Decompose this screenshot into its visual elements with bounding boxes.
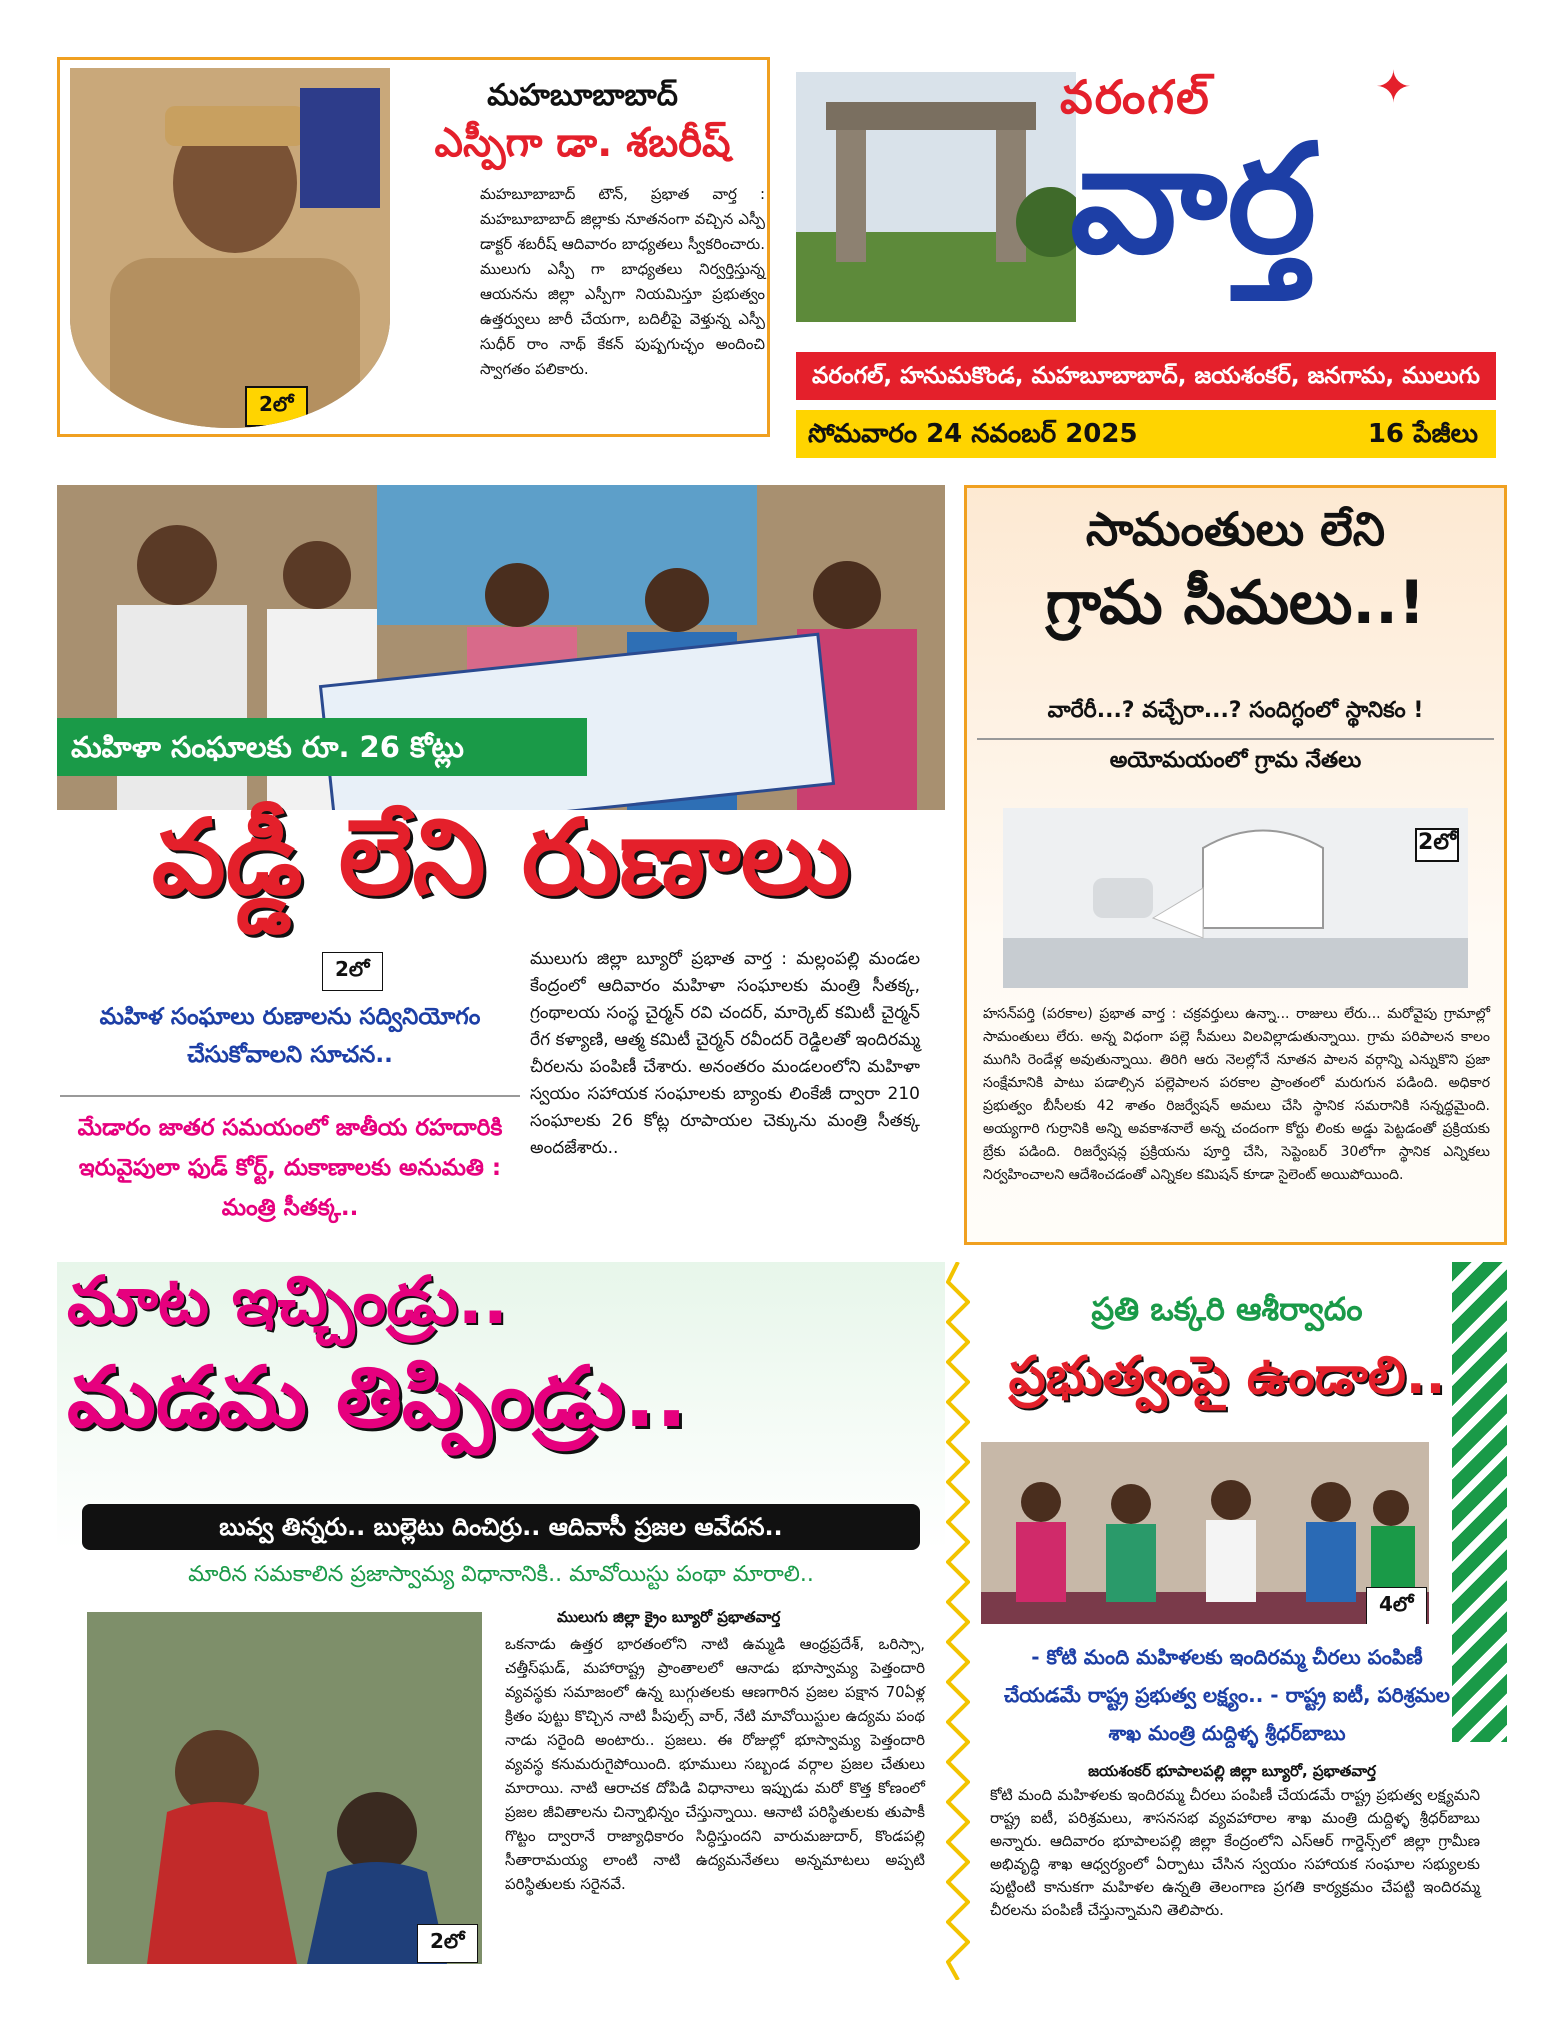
leader-with-tribals-icon	[87, 1612, 482, 1964]
bottom-left-dateline: ములుగు జిల్లా క్రైం బ్యూరో ప్రభాతవార్త	[557, 1608, 781, 1626]
bottom-right-box	[972, 1262, 1507, 1980]
top-story-kicker: మహబూబాబాద్	[487, 78, 678, 113]
bottom-left-headline1: మాట ఇచ్చిండ్రు..	[67, 1262, 508, 1339]
bottom-right-body: కోటి మంది మహిళలకు ఇందిరమ్మ చీరలు పంపిణీ చేయడమే రాష్ట్ర ప్రభుత్వ లక్ష్యమని రాష్ట్ర ఐటీ, పరిశ్రమలు, శాసనసభ వ్యవహారాల శాఖ మంత్రి దుద్దిళ్ళ శ్రీధర్‌బాబు అన్నారు. ఆదివారం భూపాలపల్లి జిల్లా కేంద్రంలోని ఎస్ఆర్ గార్డెన్స్‌లో జిల్లా గ్రామీణ అభివృద్ధి శాఖ ఆధ్వర్యంలో ఏర్పాటు చేసిన స్వయం సహాయక సంఘాల సభ్యులకు పుట్టింటి కానుకగా మహిళల ఉన్నతి తెలంగాణ ప్రగతి కార్యక్రమం చేపట్టి ఇందిరమ్మ చీరలను పంపిణీ చేస్తున్నామని తెలిపారు.	[990, 1786, 1480, 1919]
saree-distribution-icon	[981, 1442, 1429, 1624]
issue-date: సోమవారం 24 నవంబర్ 2025	[808, 419, 1138, 449]
masthead-photo	[796, 72, 1076, 322]
dove-icon: ✦	[1375, 62, 1412, 113]
page-count: 16 పేజీలు	[1367, 419, 1478, 449]
zigzag-divider	[946, 1262, 970, 1980]
bottom-left-body: ఒకనాడు ఉత్తర భారతంలోని నాటి ఉమ్మడి ఆంధ్రప్రదేశ్, ఒరిస్సా, చత్తీస్‌ఘడ్, మహారాష్ట్ర ప్రాంతాలలో ఆనాడు భూస్వామ్య పెత్తందారి వ్యవస్థకు సమాజంలో ఉన్న బుగ్గుతలకు ఆణగారిన ప్రజల పక్షాన 70ఏళ్ల క్రితం పుట్టు కొచ్చిన నాటి పీపుల్స్ వార్, నేటి మావోయిస్టుల ఉద్యమ పంథ నాడు సరైంది అంటారు.. ప్రజలు. ఈ రోజుల్లో భూస్వామ్య పెత్తందారి వ్యవస్థ కనుమరుగైపోయింది. భూములు సబ్బండ వర్గాల ప్రజల చేతులు మారాయి. నాటి ఆరాచక దోపిడి విధానాలు ఇప్పుడు మరో కొత్త కోణంలో ప్రజల జీవితాలను చిన్నాభిన్నం చేస్తున్నాయి. ఆనాటి పరిస్థితులకు తుపాకీ గొట్టం ద్వారానే రాజ్యాధికారం సిద్ధిస్తుందని వారుమజుదార్, కొండపల్లి సీతారామయ్య లాంటి నాటి ఉద్యమనేతలు అన్నమాటలు అప్పటి పరిస్థితులకు సరైనవే.	[505, 1635, 925, 1893]
top-story-badge: 2లో	[245, 386, 308, 427]
main-story-sub1: మహిళ సంఘాలు రుణాలను సద్వినియోగం చేసుకోవాలని సూచన..	[99, 1004, 481, 1068]
sp-photo	[70, 68, 390, 428]
bottom-left-headline2: మడమ తిప్పిండ్రు..	[67, 1348, 688, 1446]
right-story-badge: 2లో	[1415, 828, 1459, 862]
top-story-headline: ఎస్పీగా డా. శబరీష్	[434, 120, 731, 166]
logo-big: వార్త	[1070, 113, 1317, 287]
bottom-right-headline1: ప్రతి ఒక్కరి ఆశీర్వాదం	[1091, 1290, 1363, 1328]
zigzag-yellow-icon	[946, 1262, 970, 1980]
bottom-left-box	[57, 1262, 945, 1980]
top-story-body: మహబూబాబాద్ టౌన్, ప్రభాత వార్త : మహబూబాబాద్ జిల్లాకు నూతనంగా వచ్చిన ఎస్పీ డాక్టర్ శబరీష్ ఆదివారం బాధ్యతలు స్వీకరించారు. ములుగు ఎస్పీ గా బాధ్యతలు నిర్వర్తిస్తున్న ఆయనను జిల్లా ఎస్పీగా నియమిస్తూ ప్రభుత్వం ఉత్తర్వులు జారీ చేయగా, బదిలీపై వెళ్తున్న ఎస్పీ సుధీర్ రాం నాథ్ కేకన్ పుష్పగుచ్ఛం అందించి స్వాగతం పలికారు.	[480, 185, 765, 378]
district-bar: వరంగల్, హనుమకొండ, మహబూబాబాద్, జయశంకర్, జనగామ, ములుగు	[796, 352, 1496, 400]
bottom-left-sub: మారిన సమకాలిన ప్రజాస్వామ్య విధానానికి.. మావోయిస్టు పంథా మారాలి..	[188, 1562, 814, 1587]
main-story-badge: 2లో	[322, 952, 383, 991]
right-story-headline1: సామంతులు లేని	[1085, 502, 1386, 556]
bottom-right-headline2: ప్రభుత్వంపై ఉండాలి..	[1008, 1346, 1446, 1406]
kakatiya-arch-icon	[796, 72, 1076, 322]
main-story-kicker: మహిళా సంఘాలకు రూ. 26 కోట్లు	[57, 718, 587, 776]
bottom-left-badge: 2లో	[417, 1924, 478, 1963]
right-story-photo	[1003, 808, 1468, 988]
bottom-right-photo	[981, 1442, 1429, 1624]
right-story-headline2: గ్రామ సీమలు..!	[1045, 568, 1426, 638]
main-story-sub2: మేడారం జాతర సమయంలో జాతీయ రహదారికి ఇరువైపులా ఫుడ్ కోర్ట్, దుకాణాలకు అనుమతి : మంత్రి సీతక్క..	[77, 1115, 503, 1221]
date-bar	[796, 410, 1496, 458]
right-story-sub2: అయోమయంలో గ్రామ నేతలు	[1109, 748, 1362, 773]
main-story-divider	[60, 1095, 520, 1097]
officer-silhouette-icon	[70, 68, 390, 428]
bottom-right-sub: - కోటి మంది మహిళలకు ఇందిరమ్మ చీరలు పంపిణీ చేయడమే రాష్ట్ర ప్రభుత్వ లక్ష్యం.. - రాష్ట్ర ఐటీ, పరిశ్రమల శాఖ మంత్రి దుద్దిళ్ళ శ్రీధర్‌బాబు	[1004, 1645, 1450, 1745]
logo-small: వరంగల్	[1060, 70, 1211, 124]
right-story-sub1: వారేరీ...? వచ్చేరా...? సందిగ్ధంలో స్థానికం !	[1047, 698, 1424, 723]
raised-fist-icon	[1003, 808, 1468, 988]
bottom-left-banner: బువ్వ తిన్నరు.. బుల్లెటు దించిర్రు.. ఆదివాసీ ప్రజల ఆవేదన..	[82, 1504, 920, 1550]
bottom-right-badge: 4లో	[1366, 1587, 1427, 1624]
right-story-box	[964, 485, 1507, 1245]
main-story-headline: వడ్డీ లేని రుణాలు	[151, 796, 851, 918]
top-story-box	[57, 57, 770, 437]
right-story-body: హసన్‌పర్తి (పరకాల) ప్రభాత వార్త : చక్రవర్తులు ఉన్నా... రాజులు లేరు... మరోవైపు గ్రామాల్లో సామంతులు లేరు. అన్న విధంగా పల్లె సీమలు విలవిల్లాడుతున్నాయి. గ్రామ పరిపాలన కాలం ముగిసి రెండేళ్ల అవుతున్నాయి. తిరిగి ఆరు నెలల్లోనే నూతన పాలన వర్గాన్ని ఎన్నుకొని ప్రజా సంక్షేమానికి పాటు పడాల్సిన పల్లెపాలన పరకాల ప్రాంతంలో మరుగున పడింది. అధికార ప్రభుత్వం బీసీలకు 42 శాతం రిజర్వేషన్ అమలు చేసి స్థానిక సమరానికి సన్నద్ధమైంది. అయ్యగారి గుర్రానికి అన్ని అవకాశనాలే అన్న చందంగా కోర్టు లింకు అడ్డు పెట్టడంతో ప్రక్రియకు బ్రేకు పడింది. రిజర్వేషన్ల ప్రక్రియను పూర్తి చేసి, సెప్టెంబర్ 30లోగా స్థానిక ఎన్నికలు నిర్వహించాలని ఆదేశించడంతో ఎన్నికల కమిషన్ కూడా సైలెంట్ అయిపోయింది.	[983, 1006, 1490, 1183]
bottom-left-photo	[87, 1612, 482, 1964]
bottom-right-dateline: జయశంకర్ భూపాలపల్లి జిల్లా బ్యూరో, ప్రభాతవార్త	[1088, 1762, 1376, 1780]
main-story-body: ములుగు జిల్లా బ్యూరో ప్రభాత వార్త : మల్లంపల్లి మండల కేంద్రంలో ఆదివారం మహిళా సంఘాలకు మంత్రి సీతక్క, గ్రంథాలయ సంస్థ చైర్మన్ రవి చందర్, మార్కెట్ కమిటీ చైర్మన్ రేగ కళ్యాణి, ఆత్మ కమిటీ చైర్మన్ రవీందర్ రెడ్డిలతో ఇందిరమ్మ చీరలను పంపిణీ చేశారు. అనంతరం మండలంలోని మహిళా స్వయం సహాయక సంఘాలకు బ్యాంకు లింకేజీ ద్వారా 210 సంఘాలకు 26 కోట్ల రూపాయల చెక్కును మంత్రి సీతక్క అందజేశారు..	[530, 949, 920, 1158]
right-story-divider	[977, 738, 1494, 740]
